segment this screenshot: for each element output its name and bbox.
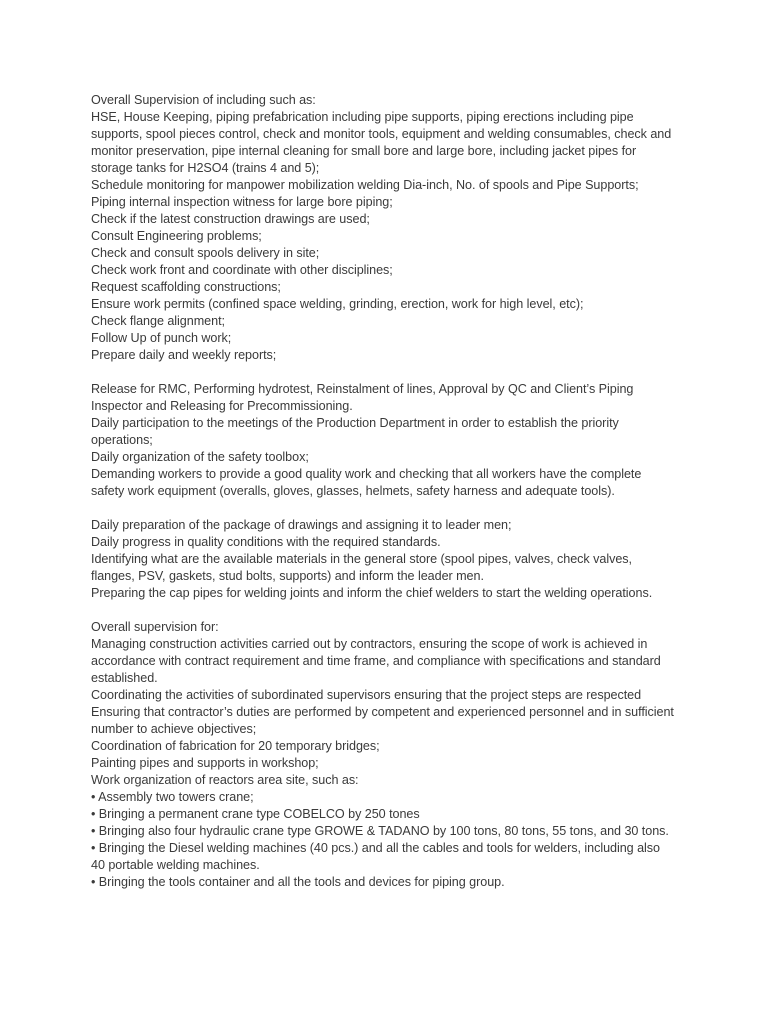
text-line: storage tanks for H2SO4 (trains 4 and 5);: [91, 161, 320, 175]
text-line: Prepare daily and weekly reports;: [91, 348, 277, 362]
text-line: • Bringing the tools container and all the tools and devices for piping group.: [91, 875, 505, 889]
text-line: Daily participation to the meetings of the Production Department in order to establish the priority: [91, 416, 619, 430]
text-line: Work organization of reactors area site, such as:: [91, 773, 359, 787]
text-line: • Bringing a permanent crane type COBELCO by 250 tones: [91, 807, 420, 821]
text-line: monitor preservation, pipe internal cleaning for small bore and large bore, including jacket pipes for: [91, 144, 637, 158]
text-line: • Assembly two towers crane;: [91, 790, 254, 804]
text-line: Consult Engineering problems;: [91, 229, 262, 243]
text-line: Check if the latest construction drawings are used;: [91, 212, 370, 226]
text-line: Follow Up of punch work;: [91, 331, 232, 345]
text-line: Daily preparation of the package of drawings and assigning it to leader men;: [91, 518, 512, 532]
text-line: number to achieve objectives;: [91, 722, 257, 736]
text-line: established.: [91, 671, 158, 685]
text-line: Check and consult spools delivery in site;: [91, 246, 320, 260]
text-line: supports, spool pieces control, check and monitor tools, equipment and welding consumables, check and: [91, 127, 672, 141]
text-line: • Bringing the Diesel welding machines (40 pcs.) and all the cables and tools for welders, including also: [91, 841, 660, 855]
text-line: Daily progress in quality conditions with the required standards.: [91, 535, 441, 549]
text-line: Request scaffolding constructions;: [91, 280, 281, 294]
text-line: safety work equipment (overalls, gloves, glasses, helmets, safety harness and adequate tools).: [91, 484, 615, 498]
text-line: Preparing the cap pipes for welding joints and inform the chief welders to start the welding operations.: [91, 586, 653, 600]
text-line: Daily organization of the safety toolbox;: [91, 450, 309, 464]
text-line: Ensure work permits (confined space welding, grinding, erection, work for high level, etc);: [91, 297, 584, 311]
text-line: Overall Supervision of including such as:: [91, 93, 316, 107]
text-line: • Bringing also four hydraulic crane type GROWE & TADANO by 100 tons, 80 tons, 55 tons, and 30 tons.: [91, 824, 669, 838]
paragraph: [91, 619, 731, 891]
text-line: Inspector and Releasing for Precommissioning.: [91, 399, 353, 413]
text-line: Overall supervision for:: [91, 620, 219, 634]
paragraph: [91, 517, 731, 602]
text-line: Ensuring that contractor’s duties are performed by competent and experienced personnel and in sufficient: [91, 705, 674, 719]
paragraph: [91, 381, 731, 500]
text-line: HSE, House Keeping, piping prefabrication including pipe supports, piping erections including pipe: [91, 110, 634, 124]
document-body: [91, 92, 731, 891]
text-line: Coordination of fabrication for 20 temporary bridges;: [91, 739, 380, 753]
text-line: 40 portable welding machines.: [91, 858, 260, 872]
text-line: Schedule monitoring for manpower mobilization welding Dia-inch, No. of spools and Pipe Supports;: [91, 178, 639, 192]
text-line: Release for RMC, Performing hydrotest, Reinstalment of lines, Approval by QC and Client’s Piping: [91, 382, 634, 396]
text-line: Coordinating the activities of subordinated supervisors ensuring that the project steps are respected: [91, 688, 642, 702]
paragraph: [91, 92, 731, 364]
text-line: Piping internal inspection witness for large bore piping;: [91, 195, 393, 209]
text-line: Demanding workers to provide a good quality work and checking that all workers have the complete: [91, 467, 642, 481]
text-line: Check work front and coordinate with other disciplines;: [91, 263, 393, 277]
text-line: Identifying what are the available materials in the general store (spool pipes, valves, check valves,: [91, 552, 632, 566]
text-line: accordance with contract requirement and time frame, and compliance with specifications and standard: [91, 654, 661, 668]
text-line: operations;: [91, 433, 153, 447]
text-line: Managing construction activities carried out by contractors, ensuring the scope of work is achieved in: [91, 637, 648, 651]
text-line: Painting pipes and supports in workshop;: [91, 756, 319, 770]
text-line: Check flange alignment;: [91, 314, 225, 328]
text-line: flanges, PSV, gaskets, stud bolts, supports) and inform the leader men.: [91, 569, 484, 583]
